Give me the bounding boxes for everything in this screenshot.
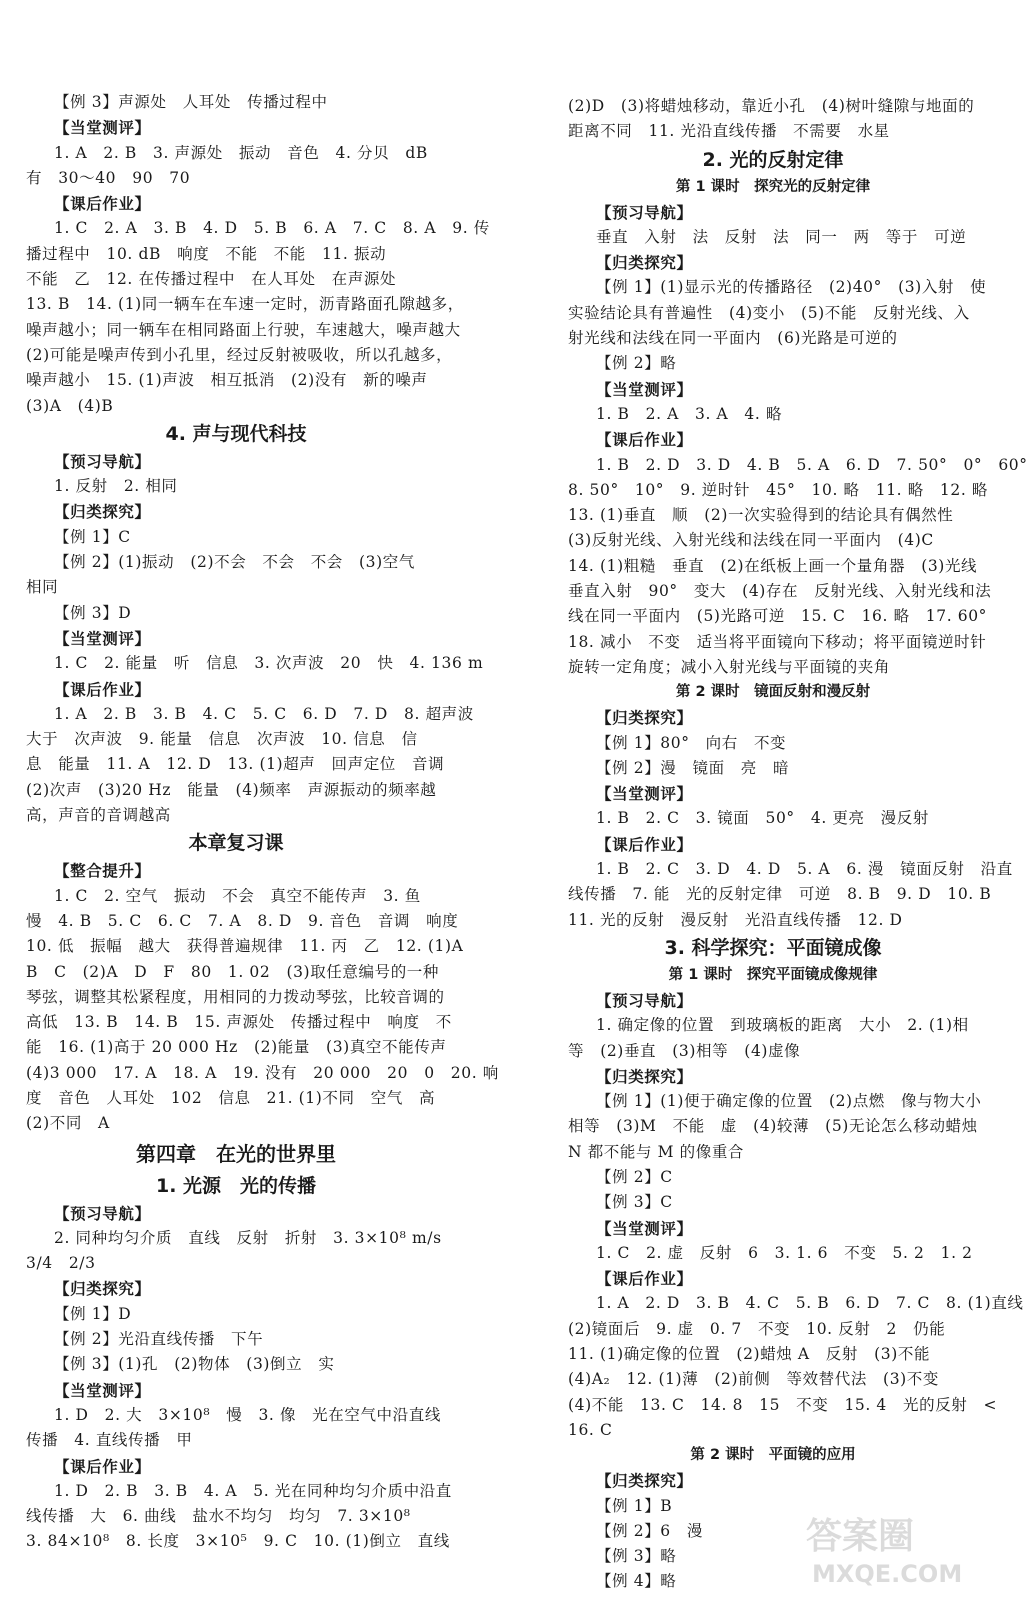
section-label: 【归类探究】: [596, 1471, 693, 1491]
section-label: 【课后作业】: [596, 430, 693, 450]
section-label: 【课后作业】: [596, 834, 693, 854]
section-label: 【当堂测评】: [54, 1380, 151, 1400]
answer-line: 【例 3】(1)孔 (2)物体 (3)倒立 实: [54, 1355, 335, 1374]
answer-line: 传播 4. 直线传播 甲: [26, 1431, 193, 1450]
section-label: 【当堂测评】: [596, 1218, 693, 1238]
answer-line: 线传播 7. 能 光的反射定律 可逆 8. B 9. D 10. B: [568, 885, 992, 904]
section-heading: 3. 科学探究：平面镜成像: [664, 936, 882, 959]
watermark-logo: [802, 1508, 978, 1590]
answer-line: 【例 3】略: [596, 1547, 677, 1566]
watermark-text-url: MXQE.COM: [812, 1560, 963, 1588]
watermark-text-cn: 答案圈: [806, 1516, 915, 1557]
answer-line: 实验结论具有普遍性 (4)变小 (5)不能 反射光线、入: [568, 303, 970, 322]
answer-line: 高，声音的音调越高: [26, 806, 171, 825]
answer-line: (2)次声 (3)20 Hz 能量 (4)频率 声源振动的频率越: [26, 780, 437, 799]
answer-line: 【例 2】(1)振动 (2)不会 不会 不会 (3)空气: [54, 553, 415, 572]
answer-line: 【例 1】80° 向右 不变: [596, 733, 787, 752]
section-label: 【课后作业】: [54, 194, 151, 214]
answer-line: 等 (2)垂直 (3)相等 (4)虚像: [568, 1041, 801, 1060]
answer-line: 【例 1】B: [596, 1496, 673, 1515]
answer-line: 垂直 入射 法 反射 法 同一 两 等于 可逆: [596, 227, 967, 246]
answer-line: 11. 光的反射 漫反射 光沿直线传播 12. D: [568, 910, 903, 929]
answer-line: 垂直入射 90° 变大 (4)存在 反射光线、入射光线和法: [568, 582, 992, 601]
answer-line: 【例 3】声源处 人耳处 传播过程中: [54, 93, 328, 111]
answer-line: 高低 13. B 14. B 15. 声源处 传播过程中 响度 不: [26, 1013, 452, 1032]
answer-line: 【例 2】6 漫: [596, 1521, 703, 1540]
answer-line: 10. 低 振幅 越大 获得普遍规律 11. 丙 乙 12. (1)A: [26, 937, 464, 956]
answer-line: 【例 4】略: [596, 1572, 677, 1591]
answer-line: (2)不同 A: [26, 1114, 110, 1133]
answer-line: 播过程中 10. dB 响度 不能 不能 11. 振动: [26, 244, 387, 263]
answer-line: (2)D (3)将蜡烛移动，靠近小孔 (4)树叶缝隙与地面的: [568, 97, 975, 115]
answer-line: 【例 1】(1)便于确定像的位置 (2)点燃 像与物大小: [596, 1092, 982, 1111]
answer-line: 大于 次声波 9. 能量 信息 次声波 10. 信息 信: [26, 730, 418, 749]
answer-line: 息 能量 11. A 12. D 13. (1)超声 回声定位 音调: [26, 755, 445, 774]
answer-line: (4)不能 13. C 14. 8 15 不变 15. 4 光的反射 <: [568, 1395, 998, 1414]
answer-line: 1. A 2. D 3. B 4. C 5. B 6. D 7. C 8. (1)直线: [596, 1294, 1024, 1313]
answer-line: B C (2)A D F 80 1. 02 (3)取任意编号的一种: [26, 962, 439, 981]
answer-line: 线传播 大 6. 曲线 盐水不均匀 均匀 7. 3×10⁸: [26, 1507, 411, 1526]
answer-line: 能 16. (1)高于 20 000 Hz (2)能量 (3)真空不能传声: [26, 1038, 447, 1057]
answer-line: 度 音色 人耳处 102 信息 21. (1)不同 空气 高: [26, 1088, 436, 1107]
answer-line: 1. C 2. 能量 听 信息 3. 次声波 20 快 4. 136 m: [54, 654, 484, 673]
answer-line: 【例 2】光沿直线传播 下午: [54, 1330, 264, 1349]
section-label: 【预习导航】: [596, 990, 693, 1010]
answer-line: (3)A (4)B: [26, 396, 114, 415]
section-label: 【当堂测评】: [54, 118, 151, 138]
answer-line: 3. 84×10⁸ 8. 长度 3×10⁵ 9. C 10. (1)倒立 直线: [26, 1532, 450, 1551]
section-heading: 本章复习课: [188, 832, 284, 855]
answer-line: 【例 1】C: [54, 527, 131, 546]
section-label: 【当堂测评】: [54, 628, 151, 648]
section-label: 【当堂测评】: [596, 379, 693, 399]
section-label: 【归类探究】: [596, 1066, 693, 1086]
answer-line: 旋转一定角度；减小入射光线与平面镜的夹角: [568, 657, 891, 676]
section-label: 【课后作业】: [54, 1456, 151, 1476]
right-column: [568, 94, 1028, 1595]
answer-line: 1. C 2. 空气 振动 不会 真空不能传声 3. 鱼: [54, 886, 421, 905]
answer-line: 【例 3】D: [54, 603, 132, 622]
answer-line: 1. D 2. 大 3×10⁸ 慢 3. 像 光在空气中沿直线: [54, 1405, 441, 1424]
answer-line: 距离不同 11. 光沿直线传播 不需要 水星: [568, 122, 890, 141]
answer-line: (4)3 000 17. A 18. A 19. 没有 20 000 20 0 20. 响: [26, 1063, 499, 1082]
section-label: 【预习导航】: [54, 451, 151, 471]
section-label: 【归类探究】: [54, 502, 151, 522]
section-label: 【预习导航】: [596, 202, 693, 222]
answer-line: 【例 2】略: [596, 354, 677, 373]
answer-line: 相同: [26, 578, 59, 597]
answer-line: 1. A 2. B 3. 声源处 振动 音色 4. 分贝 dB: [54, 143, 428, 162]
answer-line: 8. 50° 10° 9. 逆时针 45° 10. 略 11. 略 12. 略: [568, 480, 988, 499]
answer-line: (4)A₂ 12. (1)薄 (2)前侧 等效替代法 (3)不变: [568, 1370, 940, 1389]
answer-line: 【例 2】漫 镜面 亮 暗: [596, 758, 790, 777]
section-label: 【预习导航】: [54, 1203, 151, 1223]
lesson-subheading: 第 2 课时 平面镜的应用: [690, 1447, 856, 1464]
section-label: 【归类探究】: [596, 253, 693, 273]
answer-line: 1. D 2. B 3. B 4. A 5. 光在同种均匀介质中沿直: [54, 1481, 452, 1500]
answer-line: 有 30～40 90 70: [26, 168, 191, 187]
answer-line: 1. C 2. A 3. B 4. D 5. B 6. A 7. C 8. A 9. 传: [54, 219, 490, 238]
answer-line: 【例 2】C: [596, 1167, 673, 1186]
section-heading: 4. 声与现代科技: [165, 422, 307, 445]
answer-line: 1. 反射 2. 相同: [54, 477, 178, 496]
answer-line: 13. (1)垂直 顺 (2)一次实验得到的结论具有偶然性: [568, 506, 954, 525]
answer-line: 【例 3】C: [596, 1193, 673, 1212]
answer-line: 1. B 2. C 3. 镜面 50° 4. 更亮 漫反射: [596, 809, 929, 828]
answer-line: 1. B 2. D 3. D 4. B 5. A 6. D 7. 50° 0° 60°: [596, 455, 1028, 474]
section-label: 【当堂测评】: [596, 784, 693, 804]
answer-line: 2. 同种均匀介质 直线 反射 折射 3. 3×10⁸ m/s: [54, 1228, 442, 1247]
section-label: 【课后作业】: [54, 679, 151, 699]
answer-line: 噪声越小；同一辆车在相同路面上行驶，车速越大，噪声越大: [26, 320, 461, 339]
lesson-subheading: 第 1 课时 探究平面镜成像规律: [668, 966, 878, 983]
answer-line: 琴弦，调整其松紧程度，用相同的力拨动琴弦，比较音调的: [26, 987, 445, 1006]
answer-line: 3/4 2/3: [26, 1254, 96, 1273]
section-label: 【归类探究】: [54, 1279, 151, 1299]
answer-line: 18. 减小 不变 适当将平面镜向下移动；将平面镜逆时针: [568, 632, 987, 651]
answer-line: 1. A 2. B 3. B 4. C 5. C 6. D 7. D 8. 超声波: [54, 704, 474, 723]
answer-line: 【例 1】D: [54, 1304, 132, 1323]
section-heading: 2. 光的反射定律: [702, 148, 844, 171]
left-column: [26, 90, 499, 1555]
answer-line: 13. B 14. (1)同一辆车在车速一定时，沥青路面孔隙越多，: [26, 295, 464, 314]
answer-line: 线在同一平面内 (5)光路可逆 15. C 16. 略 17. 60°: [568, 607, 988, 626]
answer-line: (2)镜面后 9. 虚 0. 7 不变 10. 反射 2 仍能: [568, 1319, 946, 1338]
answer-line: 11. (1)确定像的位置 (2)蜡烛 A 反射 (3)不能: [568, 1345, 931, 1364]
answer-line: 16. C: [568, 1420, 613, 1439]
lesson-subheading: 第 2 课时 镜面反射和漫反射: [675, 684, 871, 701]
section-label: 【整合提升】: [54, 861, 151, 881]
section-heading: 1. 光源 光的传播: [155, 1174, 317, 1197]
section-label: 【归类探究】: [596, 708, 693, 728]
answer-line: (3)反射光线、入射光线和法线在同一平面内 (4)C: [568, 531, 934, 550]
answer-line: 1. 确定像的位置 到玻璃板的距离 大小 2. (1)相: [596, 1016, 969, 1035]
answer-line: (2)可能是噪声传到小孔里，经过反射被吸收，所以孔越多，: [26, 345, 453, 364]
chapter-heading: 第四章 在光的世界里: [136, 1141, 336, 1166]
answer-line: 1. B 2. C 3. D 4. D 5. A 6. 漫 镜面反射 沿直: [596, 860, 1013, 879]
answer-line: 相等 (3)M 不能 虚 (4)较薄 (5)无论怎么移动蜡烛: [568, 1117, 978, 1136]
answer-line: N 都不能与 M 的像重合: [568, 1142, 745, 1161]
section-label: 【课后作业】: [596, 1269, 693, 1289]
lesson-subheading: 第 1 课时 探究光的反射定律: [675, 178, 871, 195]
answer-line: 不能 乙 12. 在传播过程中 在人耳处 在声源处: [26, 270, 397, 289]
answer-line: 14. (1)粗糙 垂直 (2)在纸板上画一个量角器 (3)光线: [568, 556, 978, 575]
answer-line: 噪声越小 15. (1)声波 相互抵消 (2)没有 新的噪声: [26, 371, 428, 390]
answer-line: 1. C 2. 虚 反射 6 3. 1. 6 不变 5. 2 1. 2: [596, 1243, 973, 1262]
answer-line: 1. B 2. A 3. A 4. 略: [596, 404, 783, 423]
answer-line: 【例 1】(1)显示光的传播路径 (2)40° (3)入射 使: [596, 278, 987, 297]
answer-line: 射光线和法线在同一平面内 (6)光路是可逆的: [568, 329, 898, 348]
answer-line: 慢 4. B 5. C 6. C 7. A 8. D 9. 音色 音调 响度: [26, 911, 459, 930]
